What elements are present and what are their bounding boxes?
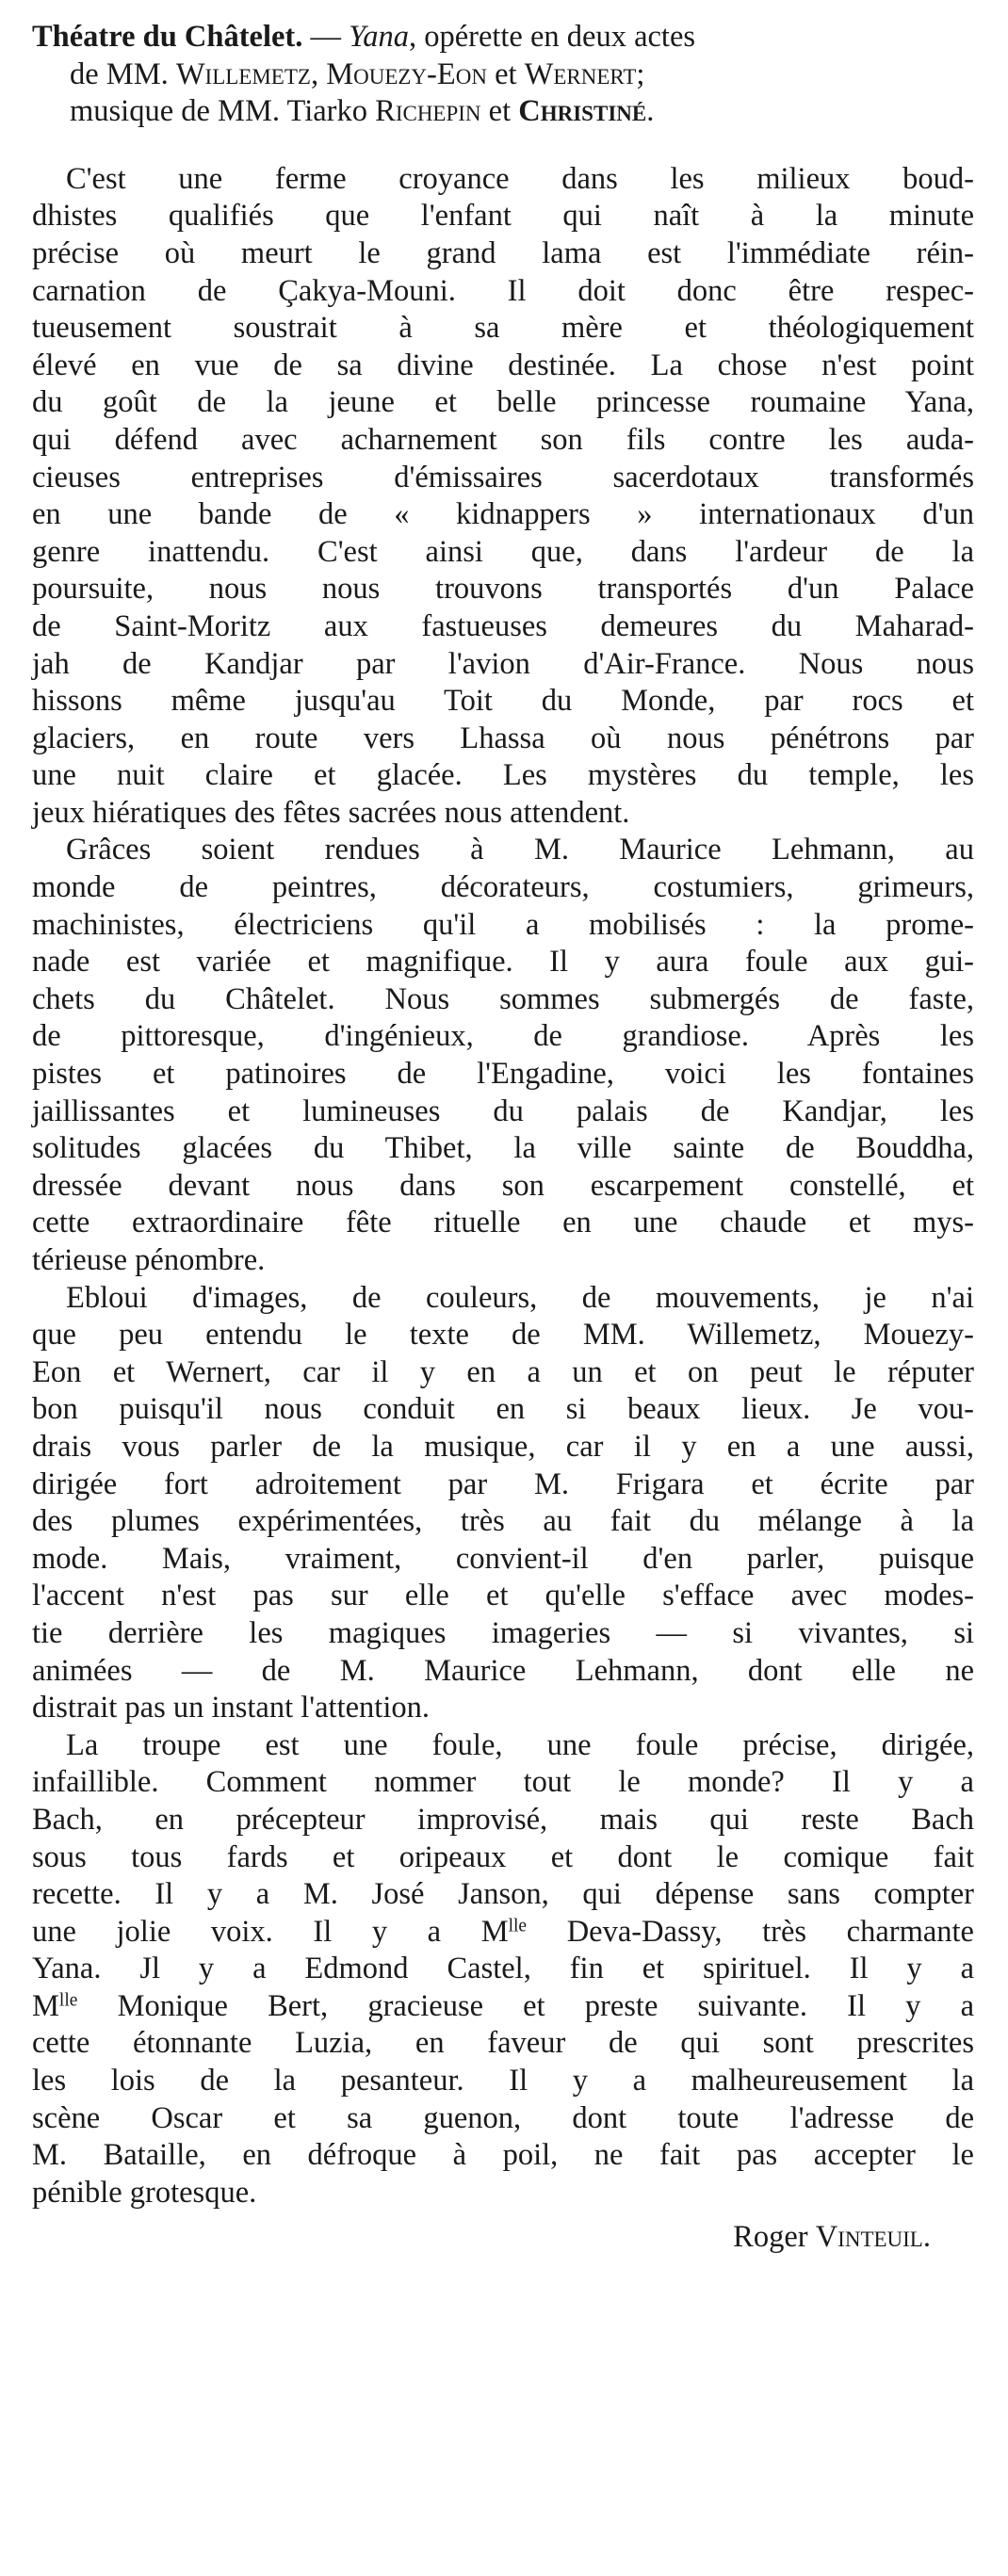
text-line: Bach, en précepteur improvisé, mais qui reste Bach: [32, 1802, 974, 1837]
text-fragment: M: [32, 1988, 59, 2023]
text-line: des plumes expérimentées, très au fait du mélange à la: [32, 1504, 974, 1539]
text-line: de Saint-Moritz aux fastueuses demeures du Maharad-: [32, 608, 974, 643]
author-name: Wernert: [524, 57, 637, 91]
text-line: élevé en vue de sa divine destinée. La chose n'est point: [32, 348, 974, 382]
text-line: précise où meurt le grand lama est l'immédiate réin-: [32, 235, 974, 270]
text-line: jaillissantes et lumineuses du palais de Kandjar, les: [32, 1094, 974, 1128]
text-line: pistes et patinoires de l'Engadine, voici les fontaines: [32, 1057, 974, 1092]
text-line: La troupe est une foule, une foule précise, dirigée,: [66, 1727, 974, 1762]
paragraph: [32, 1280, 974, 1727]
text-line: dhistes qualifiés que l'enfant qui naît à la minute: [32, 199, 974, 234]
superscript: lle: [58, 1990, 78, 2011]
text-line: Ebloui d'images, de couleurs, de mouvements, je n'ai: [66, 1280, 974, 1315]
signature-end: .: [922, 2220, 931, 2255]
header-line-3: [32, 93, 974, 131]
text-line: scène Oscar et sa guenon, dont toute l'adresse de: [32, 2100, 974, 2135]
text-line: qui défend avec acharnement son fils contre les auda-: [32, 422, 974, 457]
text-line: en une bande de « kidnappers » internationaux d'un: [32, 497, 974, 532]
text-line: l'accent n'est pas sur elle et qu'elle s'efface avec modes-: [32, 1579, 974, 1613]
text-line: glaciers, en route vers Lhassa où nous pénétrons par: [32, 721, 974, 755]
text-line: dressée devant nous dans son escarpement constellé, et: [32, 1168, 974, 1203]
text-line: infaillible. Comment nommer tout le monde? Il y a: [32, 1765, 974, 1800]
separator: .: [646, 94, 655, 129]
text-line: Eon et Wernert, car il y en a un et on peut le réputer: [32, 1354, 974, 1389]
signature: [32, 2219, 974, 2257]
text-line: Yana. Jl y a Edmond Castel, fin et spirituel. Il y a: [32, 1952, 974, 1986]
venue-name: Théatre du Châtelet.: [32, 20, 303, 54]
text-line: poursuite, nous nous trouvons transportés d'un Palace: [32, 572, 974, 607]
text-line: bon puisqu'il nous conduit en si beaux lieux. Je vou-: [32, 1392, 974, 1427]
signature-first-name: Roger: [733, 2220, 816, 2255]
composer-name: Christiné: [518, 94, 647, 129]
text-line: C'est une ferme croyance dans les milieux boud-: [66, 161, 974, 196]
text-line: carnation de Çakya-Mouni. Il doit donc être respec-: [32, 273, 974, 308]
author-name: Mouezy-Eon: [326, 57, 487, 91]
text-line: monde de peintres, décorateurs, costumiers, grimeurs,: [32, 870, 974, 905]
text-line: térieuse pénombre.: [32, 1243, 266, 1277]
author-name: Willemetz: [175, 57, 311, 91]
superscript: lle: [508, 1915, 528, 1936]
separator: et: [486, 57, 525, 91]
composer-name: Richepin: [375, 94, 481, 129]
text-line: pénible grotesque.: [32, 2175, 257, 2210]
header-line-1: [32, 19, 974, 57]
text-line: cette extraordinaire fête rituelle en une chaude et mys-: [32, 1206, 974, 1240]
paragraph-troupe: [32, 1727, 974, 2212]
text-line: tie derrière les magiques imageries — si vivantes, si: [32, 1615, 974, 1650]
text-fragment: Deva-Dassy, très charmante: [527, 1914, 974, 1949]
header-dash: —: [302, 20, 350, 54]
signature-last-name: Vinteuil: [815, 2220, 923, 2255]
text-line: jah de Kandjar par l'avion d'Air-France. Nous nous: [32, 646, 974, 681]
text-line: que peu entendu le texte de MM. Willemetz, Mouezy-: [32, 1318, 974, 1353]
music-prefix: musique de MM. Tiarko: [70, 94, 376, 129]
text-line: distrait pas un instant l'attention.: [32, 1691, 430, 1725]
text-line: nade est variée et magnifique. Il y aura foule aux gui-: [32, 945, 974, 980]
review-article: [32, 19, 974, 2257]
text-line: [32, 1988, 974, 2026]
text-line: de pittoresque, d'ingénieux, de grandiose. Après les: [32, 1019, 974, 1054]
text-line: dirigée fort adroitement par M. Frigara et écrite par: [32, 1466, 974, 1501]
show-genre: , opérette en deux actes: [408, 20, 696, 54]
text-fragment: Monique Bert, gracieuse et preste suivante. Il y a: [77, 1988, 974, 2023]
text-line: M. Bataille, en défroque à poil, ne fait pas accepter le: [32, 2138, 974, 2173]
paragraph: [32, 161, 974, 833]
text-line: sous tous fards et oripeaux et dont le comique fait: [32, 1839, 974, 1874]
authors-prefix: de MM.: [70, 57, 176, 91]
text-line: chets du Châtelet. Nous sommes submergés de faste,: [32, 981, 974, 1016]
text-line: mode. Mais, vraiment, convient-il d'en parler, puisque: [32, 1541, 974, 1576]
text-line: drais vous parler de la musique, car il y en a une aussi,: [32, 1429, 974, 1464]
show-title: Yana: [349, 20, 409, 54]
text-line: cette étonnante Luzia, en faveur de qui sont prescrites: [32, 2026, 974, 2061]
text-line: machinistes, électriciens qu'il a mobilisés : la prome-: [32, 907, 974, 942]
text-line: tueusement soustrait à sa mère et théologiquement: [32, 311, 974, 346]
text-line: [32, 1914, 974, 1952]
review-header: [32, 19, 974, 131]
text-line: animées — de M. Maurice Lehmann, dont elle ne: [32, 1653, 974, 1688]
text-line: une nuit claire et glacée. Les mystères du temple, les: [32, 758, 974, 793]
text-line: jeux hiératiques des fêtes sacrées nous attendent.: [32, 795, 630, 830]
header-line-2: [32, 57, 974, 94]
text-line: cieuses entreprises d'émissaires sacerdotaux transformés: [32, 460, 974, 494]
text-line: les lois de la pesanteur. Il y a malheureusement la: [32, 2064, 974, 2098]
text-line: hissons même jusqu'au Toit du Monde, par rocs et: [32, 684, 974, 719]
paragraph: [32, 832, 974, 1279]
separator: ,: [310, 57, 327, 91]
text-line: solitudes glacées du Thibet, la ville sainte de Bouddha,: [32, 1131, 974, 1166]
text-line: genre inattendu. C'est ainsi que, dans l'ardeur de la: [32, 534, 974, 569]
text-line: du goût de la jeune et belle princesse roumaine Yana,: [32, 385, 974, 420]
separator: ;: [636, 57, 645, 91]
text-line: Grâces soient rendues à M. Maurice Lehmann, au: [66, 833, 974, 867]
text-line: recette. Il y a M. José Janson, qui dépense sans compter: [32, 1877, 974, 1912]
separator: et: [480, 94, 519, 129]
text-fragment: une jolie voix. Il y a M: [32, 1914, 509, 1949]
